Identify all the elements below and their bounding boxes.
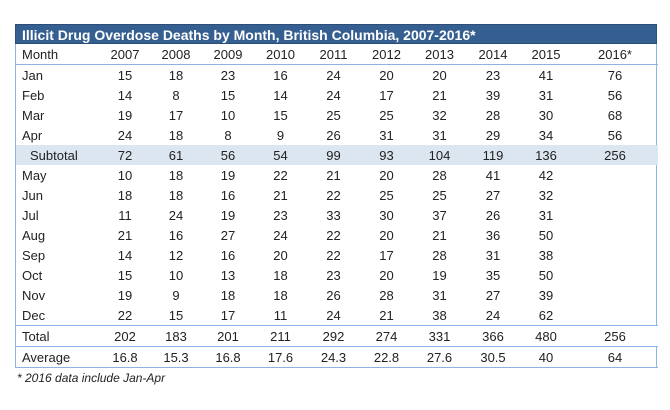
table-cell: 211 xyxy=(254,326,307,347)
table-row xyxy=(16,225,658,245)
table-cell: 56 xyxy=(607,87,623,103)
table-cell: 40 xyxy=(520,347,572,368)
table-cell: 20 xyxy=(379,267,394,283)
table-cell: 37 xyxy=(432,207,447,223)
table-cell: 16 xyxy=(220,247,236,263)
row-label: Jul xyxy=(22,207,39,223)
table-cell: 38 xyxy=(432,307,447,323)
header-cell-year: 2016* xyxy=(572,44,658,65)
table-cell: 19 xyxy=(117,107,133,123)
table-cell: 15 xyxy=(273,107,288,123)
table-cell: 20 xyxy=(379,67,394,83)
table-cell: 15.3 xyxy=(150,347,202,368)
table-cell: 256 xyxy=(572,145,658,165)
row-label: Average xyxy=(16,347,100,368)
table-cell: 11 xyxy=(118,207,132,223)
table-cell: 21 xyxy=(273,187,288,203)
table-cell: 17.6 xyxy=(254,347,307,368)
header-cell-year: 2009 xyxy=(202,44,254,65)
table-row xyxy=(16,85,658,105)
table-cell: 30 xyxy=(538,107,554,123)
table-cell: 31 xyxy=(538,207,554,223)
table-cell: 64 xyxy=(572,347,658,368)
table-row xyxy=(16,105,658,125)
table-cell: 25 xyxy=(379,187,394,203)
table-cell: 22 xyxy=(326,227,341,243)
table-cell: 26 xyxy=(326,287,341,303)
table-cell: 17 xyxy=(220,307,236,323)
row-label: Feb xyxy=(22,87,45,103)
table-cell: 19 xyxy=(220,167,236,183)
table-cell: 32 xyxy=(538,187,554,203)
table-cell: 21 xyxy=(117,227,133,243)
table-cell: 18 xyxy=(168,167,184,183)
table-cell: 20 xyxy=(273,247,288,263)
table-cell: 10 xyxy=(168,267,184,283)
table-cell: 18 xyxy=(273,267,288,283)
table-cell: 28 xyxy=(432,247,447,263)
table-cell: 14 xyxy=(117,247,133,263)
table-cell: 24 xyxy=(326,307,341,323)
table-cell: 12 xyxy=(168,247,184,263)
table-cell: 99 xyxy=(307,145,360,165)
header-row xyxy=(16,44,658,65)
table-cell: 42 xyxy=(538,167,554,183)
table-cell: 18 xyxy=(220,287,236,303)
table-body xyxy=(16,44,658,368)
row-label: Sep xyxy=(22,247,46,263)
table-cell: 21 xyxy=(432,227,447,243)
table-cell: 23 xyxy=(485,67,501,83)
row-label: Aug xyxy=(22,227,46,243)
table-cell: 19 xyxy=(117,287,133,303)
table-cell: 16 xyxy=(168,227,184,243)
row-label: May xyxy=(22,167,47,183)
table-cell: 13 xyxy=(220,267,236,283)
table-cell: 274 xyxy=(360,326,413,347)
table-cell: 23 xyxy=(273,207,288,223)
table-cell: 10 xyxy=(117,167,133,183)
overdose-table-figure xyxy=(15,24,657,385)
total-row xyxy=(16,326,658,347)
table-cell: 34 xyxy=(538,127,554,143)
table-cell: 24.3 xyxy=(307,347,360,368)
table-cell: 18 xyxy=(168,187,184,203)
table-cell: 15 xyxy=(117,67,133,83)
table-cell: 183 xyxy=(150,326,202,347)
table-cell: 24 xyxy=(326,87,341,103)
row-label: Subtotal xyxy=(16,145,100,165)
table-cell: 366 xyxy=(466,326,520,347)
table-cell: 18 xyxy=(168,127,184,143)
table-cell: 24 xyxy=(485,307,501,323)
table-row xyxy=(16,65,658,86)
table-cell: 9 xyxy=(172,287,180,303)
table-cell: 16 xyxy=(273,67,288,83)
table-cell: 17 xyxy=(379,87,394,103)
table-cell: 39 xyxy=(485,87,501,103)
table-cell: 33 xyxy=(326,207,341,223)
table-cell: 25 xyxy=(432,187,447,203)
table-row xyxy=(16,165,658,185)
table-cell xyxy=(572,205,658,225)
row-label: Nov xyxy=(22,287,46,303)
table-cell: 19 xyxy=(432,267,447,283)
table-row xyxy=(16,245,658,265)
table-cell: 56 xyxy=(607,127,623,143)
row-label: Total xyxy=(16,326,100,347)
table-cell: 23 xyxy=(220,67,236,83)
table-cell: 68 xyxy=(607,107,623,123)
table-cell: 50 xyxy=(538,267,554,283)
table-cell: 8 xyxy=(224,127,232,143)
table-cell: 38 xyxy=(538,247,554,263)
footnote: * 2016 data include Jan-Apr xyxy=(17,371,166,385)
table-cell: 16.8 xyxy=(100,347,150,368)
table-cell: 35 xyxy=(485,267,501,283)
table-cell: 16.8 xyxy=(202,347,254,368)
table-row xyxy=(16,265,658,285)
table-cell: 61 xyxy=(150,145,202,165)
table-cell xyxy=(572,305,658,326)
table-cell: 31 xyxy=(538,87,554,103)
table-cell: 31 xyxy=(379,127,394,143)
table-cell: 17 xyxy=(379,247,394,263)
table-cell: 9 xyxy=(276,127,285,143)
table-cell: 22 xyxy=(117,307,133,323)
table-cell: 27 xyxy=(485,187,501,203)
table-cell: 30 xyxy=(379,207,394,223)
table-cell: 17 xyxy=(168,107,184,123)
table-cell: 16 xyxy=(220,187,236,203)
table-cell xyxy=(572,285,658,305)
table-cell: 41 xyxy=(485,167,501,183)
table-cell: 50 xyxy=(538,227,554,243)
table-cell: 331 xyxy=(413,326,466,347)
table-cell: 202 xyxy=(100,326,150,347)
table-cell: 22.8 xyxy=(360,347,413,368)
header-cell-year: 2014 xyxy=(466,44,520,65)
table-cell: 18 xyxy=(168,67,184,83)
table-cell: 21 xyxy=(326,167,341,183)
header-cell-year: 2011 xyxy=(307,44,360,65)
table-cell: 20 xyxy=(432,67,447,83)
table-cell: 18 xyxy=(273,287,288,303)
header-cell-year: 2013 xyxy=(413,44,466,65)
table-cell: 30.5 xyxy=(466,347,520,368)
table-row xyxy=(16,285,658,305)
table-cell: 10 xyxy=(220,107,236,123)
table-cell: 31 xyxy=(432,287,447,303)
row-label: Mar xyxy=(22,107,45,123)
table-cell: 21 xyxy=(379,307,394,323)
table-row xyxy=(16,305,658,326)
table-cell: 28 xyxy=(379,287,394,303)
table-cell: 24 xyxy=(117,127,133,143)
table-cell: 104 xyxy=(413,145,466,165)
table-cell: 11 xyxy=(273,307,288,323)
row-label: Dec xyxy=(22,307,46,323)
table-cell: 136 xyxy=(520,145,572,165)
header-cell-month: Month xyxy=(16,44,100,65)
table-container xyxy=(15,44,657,368)
table-cell: 24 xyxy=(326,67,341,83)
sub-row xyxy=(16,145,658,165)
row-label: Jun xyxy=(22,187,43,203)
table-cell xyxy=(572,265,658,285)
table-cell: 27 xyxy=(485,287,501,303)
table-cell: 72 xyxy=(100,145,150,165)
table-cell: 56 xyxy=(202,145,254,165)
table-cell: 93 xyxy=(360,145,413,165)
row-label: Oct xyxy=(22,267,43,283)
table-cell: 20 xyxy=(379,167,394,183)
header-cell-year: 2008 xyxy=(150,44,202,65)
table-cell: 26 xyxy=(326,127,341,143)
table-cell: 20 xyxy=(379,227,394,243)
table-cell: 15 xyxy=(168,307,184,323)
table-cell: 76 xyxy=(607,67,623,83)
table-cell: 14 xyxy=(117,87,133,103)
table-cell: 25 xyxy=(379,107,394,123)
table-cell: 15 xyxy=(220,87,236,103)
table-cell: 27 xyxy=(220,227,236,243)
table-cell xyxy=(572,185,658,205)
row-label: Apr xyxy=(22,127,43,143)
table-cell: 28 xyxy=(485,107,501,123)
table-cell: 22 xyxy=(326,187,341,203)
table-cell: 14 xyxy=(273,87,288,103)
table-cell: 54 xyxy=(254,145,307,165)
header-cell-year: 2015 xyxy=(520,44,572,65)
table-cell: 27.6 xyxy=(413,347,466,368)
table-cell: 23 xyxy=(326,267,341,283)
table-cell: 19 xyxy=(220,207,236,223)
table-cell: 292 xyxy=(307,326,360,347)
table-cell: 256 xyxy=(572,326,658,347)
header-cell-year: 2012 xyxy=(360,44,413,65)
table-cell: 119 xyxy=(466,145,520,165)
table-cell: 31 xyxy=(432,127,447,143)
table-row xyxy=(16,125,658,145)
table-cell: 480 xyxy=(520,326,572,347)
header-cell-year: 2007 xyxy=(100,44,150,65)
table-cell: 31 xyxy=(485,247,501,263)
table-cell xyxy=(572,165,658,185)
table-cell: 29 xyxy=(485,127,501,143)
table-cell: 18 xyxy=(117,187,133,203)
table-cell: 39 xyxy=(538,287,554,303)
table-row xyxy=(16,185,658,205)
header-cell-year: 2010 xyxy=(254,44,307,65)
table-cell: 36 xyxy=(485,227,501,243)
table-cell: 22 xyxy=(273,167,288,183)
table-cell: 201 xyxy=(202,326,254,347)
table-cell: 62 xyxy=(538,307,554,323)
table-cell: 8 xyxy=(172,87,180,103)
table-cell: 24 xyxy=(168,207,184,223)
overdose-deaths-table xyxy=(16,44,658,368)
table-cell: 25 xyxy=(326,107,341,123)
row-label: Jan xyxy=(22,67,43,83)
table-cell: 21 xyxy=(432,87,447,103)
table-cell: 24 xyxy=(273,227,288,243)
table-cell: 32 xyxy=(432,107,447,123)
table-cell: 22 xyxy=(326,247,341,263)
table-cell: 41 xyxy=(538,67,554,83)
avg-row xyxy=(16,347,658,368)
table-cell: 15 xyxy=(117,267,133,283)
table-cell: 28 xyxy=(432,167,447,183)
table-title: Illicit Drug Overdose Deaths by Month, British Columbia, 2007-2016* xyxy=(15,24,657,44)
table-cell xyxy=(572,245,658,265)
table-cell: 26 xyxy=(485,207,501,223)
table-row xyxy=(16,205,658,225)
table-cell xyxy=(572,225,658,245)
